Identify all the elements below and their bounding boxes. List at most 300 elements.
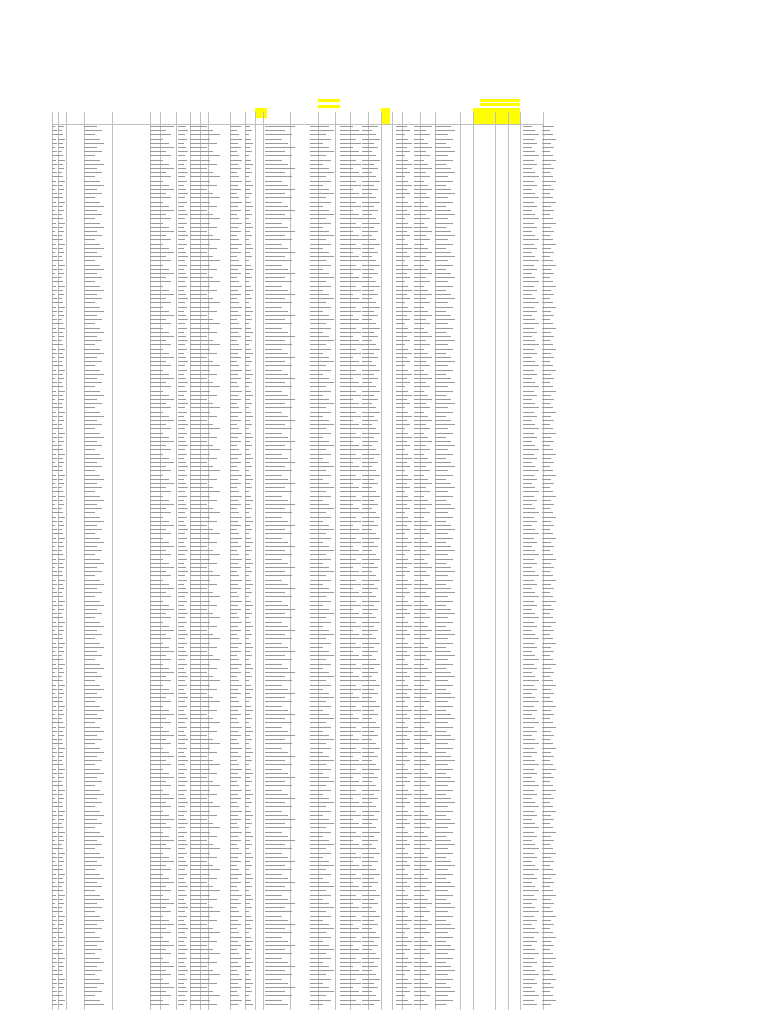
table-cell (435, 210, 451, 211)
table-cell (58, 869, 63, 870)
table-cell (245, 697, 252, 698)
table-cell (542, 340, 550, 341)
table-cell (190, 449, 220, 450)
table-cell (414, 189, 432, 190)
table-cell (414, 147, 432, 148)
table-cell (150, 781, 166, 782)
table-cell (362, 315, 378, 316)
table-cell (340, 886, 359, 887)
table-cell (84, 189, 97, 190)
table-cell (340, 861, 353, 862)
table-cell (178, 386, 185, 387)
table-cell (414, 819, 432, 820)
table-cell (150, 823, 166, 824)
table-cell (245, 580, 251, 581)
table-cell (58, 231, 64, 232)
table-cell (245, 680, 249, 681)
table-cell (245, 701, 249, 702)
table-cell (58, 214, 62, 215)
table-cell (178, 231, 186, 232)
table-cell (178, 861, 186, 862)
table-cell (396, 311, 412, 312)
table-cell (150, 143, 169, 144)
table-cell (362, 340, 372, 341)
table-cell (84, 353, 104, 354)
table-cell (58, 357, 64, 358)
table-cell (265, 269, 288, 270)
table-cell (523, 882, 532, 883)
table-cell (178, 819, 186, 820)
table-cell (58, 764, 63, 765)
table-cell (362, 685, 380, 686)
table-cell (396, 886, 410, 887)
table-cell (340, 680, 364, 681)
table-cell (178, 424, 188, 425)
table-cell (150, 206, 169, 207)
table-cell (150, 991, 166, 992)
table-cell (362, 500, 374, 501)
table-cell (84, 874, 100, 875)
table-cell (230, 588, 241, 589)
table-cell (190, 680, 220, 681)
table-cell (435, 928, 455, 929)
table-cell (52, 454, 56, 455)
table-cell (414, 559, 424, 560)
table-cell (52, 651, 55, 652)
table-cell (435, 449, 448, 450)
table-cell (265, 529, 285, 530)
table-cell (245, 395, 253, 396)
table-cell (245, 953, 249, 954)
table-cell (435, 252, 451, 253)
table-cell (150, 521, 169, 522)
table-cell (52, 903, 55, 904)
table-cell (245, 874, 251, 875)
table-cell (52, 987, 55, 988)
table-cell (150, 676, 166, 677)
table-cell (84, 622, 100, 623)
table-cell (523, 995, 539, 996)
table-cell (52, 487, 57, 488)
table-cell (58, 466, 62, 467)
table-cell (435, 433, 453, 434)
table-cell (150, 714, 174, 715)
table-cell (84, 181, 100, 182)
table-cell (178, 168, 186, 169)
table-cell (84, 563, 104, 564)
table-cell (310, 139, 331, 140)
table-cell (84, 869, 95, 870)
table-cell (245, 353, 253, 354)
table-cell (265, 458, 288, 459)
table-cell (245, 479, 253, 480)
table-cell (52, 424, 57, 425)
table-cell (230, 1004, 238, 1005)
table-cell (542, 958, 556, 959)
table-cell (245, 790, 251, 791)
table-cell (340, 227, 361, 228)
table-cell (396, 727, 408, 728)
table-cell (245, 260, 249, 261)
table-cell (58, 735, 64, 736)
table-cell (52, 630, 55, 631)
table-cell (150, 353, 169, 354)
table-cell (523, 815, 537, 816)
table-cell (265, 197, 292, 198)
table-cell (84, 937, 100, 938)
table-cell (340, 802, 359, 803)
table-cell (340, 781, 359, 782)
table-cell (150, 332, 169, 333)
table-cell (340, 563, 361, 564)
table-cell (310, 714, 329, 715)
table-cell (310, 882, 329, 883)
table-cell (265, 932, 292, 933)
table-cell (245, 848, 249, 849)
table-cell (178, 428, 185, 429)
table-cell (178, 164, 184, 165)
table-cell (58, 613, 62, 614)
table-cell (265, 546, 295, 547)
table-cell (150, 651, 174, 652)
table-cell (230, 126, 241, 127)
table-cell (340, 290, 361, 291)
table-cell (340, 727, 356, 728)
table-cell (310, 449, 326, 450)
table-cell (58, 886, 62, 887)
table-cell (230, 861, 241, 862)
table-cell (58, 210, 64, 211)
table-cell (340, 655, 359, 656)
table-cell (414, 130, 426, 131)
table-cell (265, 277, 285, 278)
table-cell (245, 298, 252, 299)
table-cell (245, 496, 251, 497)
table-cell (435, 307, 453, 308)
table-cell (52, 437, 57, 438)
table-cell (58, 252, 64, 253)
table-cell (310, 504, 329, 505)
table-cell (150, 428, 171, 429)
table-cell (190, 752, 217, 753)
table-cell (362, 487, 372, 488)
table-cell (396, 504, 407, 505)
table-cell (178, 311, 184, 312)
table-cell (190, 231, 207, 232)
table-cell (265, 189, 295, 190)
table-cell (84, 571, 102, 572)
table-cell (190, 802, 213, 803)
table-cell (340, 525, 353, 526)
table-cell (414, 832, 424, 833)
table-cell (178, 298, 188, 299)
table-cell (523, 714, 532, 715)
table-cell (150, 588, 174, 589)
table-cell (230, 995, 239, 996)
table-cell (523, 181, 534, 182)
table-cell (340, 739, 359, 740)
table-cell (178, 991, 188, 992)
table-cell (52, 916, 56, 917)
table-cell (340, 1004, 361, 1005)
table-cell (178, 265, 187, 266)
table-cell (52, 210, 55, 211)
table-cell (310, 311, 323, 312)
table-cell (245, 777, 250, 778)
table-cell (230, 953, 239, 954)
table-cell (58, 857, 63, 858)
table-cell (245, 832, 251, 833)
table-cell (230, 185, 238, 186)
table-cell (435, 420, 451, 421)
table-cell (362, 781, 372, 782)
table-cell (310, 533, 326, 534)
table-cell (435, 865, 455, 866)
table-cell (265, 395, 288, 396)
table-cell (435, 239, 448, 240)
table-cell (265, 836, 288, 837)
table-cell (340, 357, 353, 358)
table-cell (58, 874, 65, 875)
table-cell (84, 727, 100, 728)
table-cell (362, 617, 376, 618)
table-cell (190, 155, 220, 156)
table-cell (396, 281, 405, 282)
table-cell (396, 987, 407, 988)
table-cell (84, 668, 104, 669)
table-cell (84, 1000, 100, 1001)
table-cell (310, 601, 331, 602)
table-cell (178, 958, 187, 959)
table-cell (178, 903, 186, 904)
table-cell (523, 983, 537, 984)
table-cell (362, 802, 372, 803)
table-cell (340, 353, 361, 354)
table-cell (84, 567, 97, 568)
table-cell (190, 924, 207, 925)
table-cell (230, 214, 237, 215)
table-cell (58, 836, 63, 837)
table-cell (84, 609, 97, 610)
table-cell (190, 290, 217, 291)
table-cell (58, 937, 65, 938)
table-cell (150, 697, 166, 698)
table-cell (340, 462, 353, 463)
table-cell (523, 718, 535, 719)
table-cell (84, 605, 104, 606)
table-cell (310, 223, 331, 224)
table-cell (84, 185, 104, 186)
table-cell (310, 979, 331, 980)
table-cell (435, 932, 448, 933)
table-cell (542, 382, 550, 383)
table-cell (414, 680, 430, 681)
table-cell (310, 630, 329, 631)
table-cell (396, 731, 412, 732)
table-cell (435, 718, 455, 719)
table-cell (150, 790, 163, 791)
table-cell (542, 953, 553, 954)
table-cell (435, 386, 448, 387)
table-cell (178, 722, 185, 723)
table-cell (58, 134, 63, 135)
table-cell (84, 596, 95, 597)
table-cell (52, 735, 55, 736)
table-cell (435, 941, 446, 942)
table-cell (84, 441, 97, 442)
table-cell (52, 244, 56, 245)
table-cell (542, 811, 556, 812)
table-cell (523, 706, 534, 707)
table-cell (190, 500, 217, 501)
table-cell (435, 680, 448, 681)
table-cell (414, 613, 426, 614)
table-cell (310, 155, 326, 156)
table-cell (310, 403, 334, 404)
table-cell (58, 651, 64, 652)
table-cell (150, 664, 163, 665)
table-cell (414, 571, 426, 572)
table-cell (340, 466, 359, 467)
table-cell (265, 580, 282, 581)
table-cell (362, 563, 374, 564)
table-cell (230, 311, 238, 312)
table-cell (542, 790, 556, 791)
table-cell (523, 911, 539, 912)
table-cell (362, 836, 374, 837)
table-cell (190, 521, 217, 522)
table-cell (84, 798, 97, 799)
table-cell (150, 181, 163, 182)
table-cell (190, 714, 207, 715)
table-cell (414, 340, 426, 341)
table-cell (435, 328, 453, 329)
table-cell (178, 399, 186, 400)
table-cell (150, 462, 174, 463)
table-cell (245, 554, 249, 555)
table-cell (523, 710, 537, 711)
table-cell (435, 353, 446, 354)
table-cell (414, 302, 430, 303)
column-divider (52, 112, 53, 1010)
table-cell (310, 483, 329, 484)
table-cell (414, 475, 424, 476)
table-cell (265, 206, 288, 207)
table-cell (178, 449, 185, 450)
table-cell (396, 907, 410, 908)
table-cell (340, 508, 359, 509)
table-cell (265, 832, 282, 833)
table-cell (523, 311, 537, 312)
table-cell (310, 571, 334, 572)
table-cell (150, 302, 171, 303)
table-cell (190, 307, 210, 308)
table-cell (396, 752, 412, 753)
table-cell (396, 554, 405, 555)
table-cell (178, 798, 186, 799)
table-cell (58, 865, 62, 866)
table-cell (245, 441, 250, 442)
table-cell (414, 655, 426, 656)
table-cell (435, 395, 446, 396)
table-cell (542, 147, 554, 148)
table-cell (523, 454, 534, 455)
table-cell (52, 416, 57, 417)
table-cell (178, 676, 188, 677)
table-cell (265, 869, 292, 870)
table-cell (150, 340, 166, 341)
table-cell (84, 685, 100, 686)
table-cell (58, 974, 63, 975)
table-cell (265, 760, 285, 761)
table-cell (245, 239, 249, 240)
table-cell (52, 970, 57, 971)
table-cell (150, 878, 169, 879)
table-cell (340, 559, 356, 560)
table-cell (542, 659, 553, 660)
table-cell (190, 395, 217, 396)
table-cell (230, 412, 242, 413)
table-cell (190, 374, 217, 375)
table-cell (190, 428, 220, 429)
table-cell (523, 806, 539, 807)
table-cell (340, 643, 356, 644)
table-cell (435, 815, 446, 816)
table-cell (84, 794, 104, 795)
table-cell (230, 336, 241, 337)
table-cell (414, 290, 428, 291)
table-cell (362, 811, 380, 812)
table-cell (362, 928, 372, 929)
table-cell (245, 886, 252, 887)
table-cell (178, 895, 187, 896)
table-cell (435, 336, 451, 337)
table-cell (265, 584, 288, 585)
table-cell (523, 357, 532, 358)
table-cell (230, 235, 237, 236)
table-cell (150, 987, 174, 988)
table-cell (230, 538, 242, 539)
table-cell (84, 945, 97, 946)
table-cell (523, 865, 535, 866)
table-cell (542, 538, 556, 539)
table-cell (435, 542, 446, 543)
table-cell (414, 311, 428, 312)
table-cell (230, 521, 238, 522)
table-cell (310, 496, 331, 497)
header-highlight (480, 99, 520, 102)
table-cell (58, 806, 63, 807)
table-cell (523, 151, 535, 152)
table-cell (310, 596, 326, 597)
table-cell (265, 626, 288, 627)
table-cell (396, 966, 407, 967)
table-cell (265, 214, 285, 215)
table-cell (542, 420, 554, 421)
table-cell (362, 349, 380, 350)
table-cell (230, 714, 241, 715)
table-cell (230, 134, 239, 135)
table-cell (310, 470, 326, 471)
table-cell (435, 643, 453, 644)
table-cell (58, 630, 64, 631)
table-cell (340, 907, 359, 908)
table-cell (340, 260, 364, 261)
table-cell (190, 365, 220, 366)
table-cell (265, 554, 292, 555)
table-cell (150, 319, 166, 320)
table-cell (340, 701, 364, 702)
